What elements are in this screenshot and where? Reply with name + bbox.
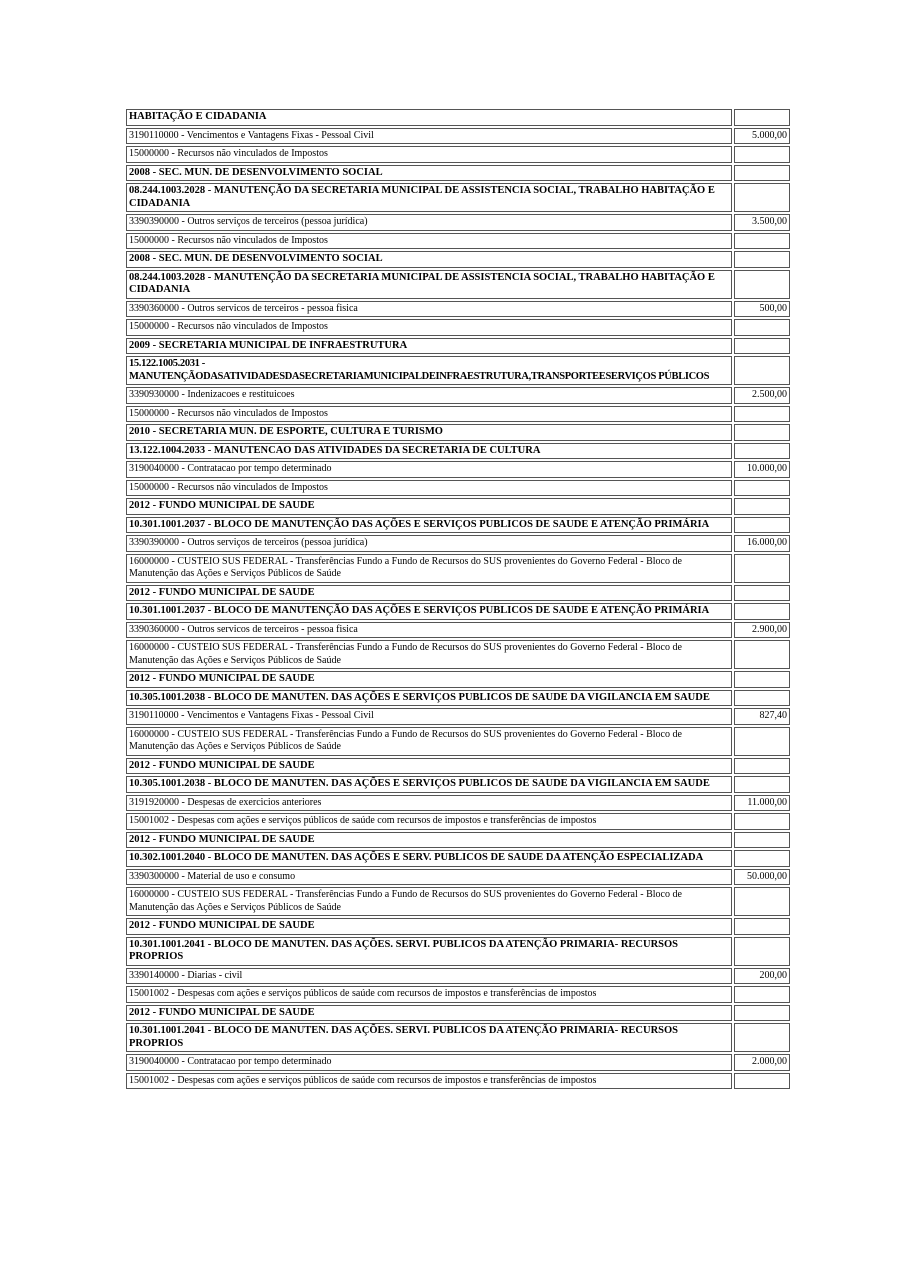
row-value <box>734 480 790 497</box>
table-row-item <box>126 869 790 886</box>
row-value <box>734 585 790 602</box>
row-value <box>734 986 790 1003</box>
table-row-heading <box>126 690 790 707</box>
row-description: 10.301.1001.2037 - BLOCO DE MANUTENÇÃO DAS AÇÕES E SERVIÇOS PUBLICOS DE SAUDE E ATENÇÃO PRIMÁRIA <box>126 603 732 620</box>
row-description: 3190040000 - Contratacao por tempo determinado <box>126 1054 732 1071</box>
row-description: 3390390000 - Outros serviços de terceiros (pessoa jurídica) <box>126 535 732 552</box>
row-description: 2010 - SECRETARIA MUN. DE ESPORTE, CULTURA E TURISMO <box>126 424 732 441</box>
table-row-item <box>126 233 790 250</box>
row-description: 3390390000 - Outros serviços de terceiros (pessoa jurídica) <box>126 214 732 231</box>
table-row-item <box>126 813 790 830</box>
table-row-item <box>126 968 790 985</box>
row-value <box>734 1073 790 1090</box>
row-value <box>734 233 790 250</box>
table-row-heading <box>126 424 790 441</box>
row-value <box>734 338 790 355</box>
row-value: 200,00 <box>734 968 790 985</box>
table-row-item <box>126 708 790 725</box>
budget-allocation-table <box>124 107 792 1091</box>
row-description: 3390360000 - Outros servicos de terceiros - pessoa fisica <box>126 301 732 318</box>
table-row-heading <box>126 776 790 793</box>
row-description: 15000000 - Recursos não vinculados de Impostos <box>126 233 732 250</box>
row-description: 15000000 - Recursos não vinculados de Impostos <box>126 146 732 163</box>
table-row-heading <box>126 585 790 602</box>
row-value: 16.000,00 <box>734 535 790 552</box>
table-row-heading <box>126 1005 790 1022</box>
row-description: 16000000 - CUSTEIO SUS FEDERAL - Transferências Fundo a Fundo de Recursos do SUS provenientes do Governo Federal - Bloco de Manutenção das Ações e Serviços Públicos de Saúde <box>126 727 732 756</box>
row-value <box>734 554 790 583</box>
row-value <box>734 109 790 126</box>
table-row-heading <box>126 1023 790 1052</box>
row-description: 08.244.1003.2028 - MANUTENÇÃO DA SECRETARIA MUNICIPAL DE ASSISTENCIA SOCIAL, TRABALHO HABITAÇÃO E CIDADANIA <box>126 183 732 212</box>
table-row-item <box>126 214 790 231</box>
table-row-item <box>126 128 790 145</box>
row-description: 15001002 - Despesas com ações e serviços públicos de saúde com recursos de impostos e transferências de impostos <box>126 986 732 1003</box>
row-description: 08.244.1003.2028 - MANUTENÇÃO DA SECRETARIA MUNICIPAL DE ASSISTENCIA SOCIAL, TRABALHO HABITAÇÃO E CIDADANIA <box>126 270 732 299</box>
table-row-item <box>126 622 790 639</box>
table-row-item <box>126 887 790 916</box>
row-value: 50.000,00 <box>734 869 790 886</box>
row-description: 3390140000 - Diarias - civil <box>126 968 732 985</box>
row-description: 3390930000 - Indenizacoes e restituicoes <box>126 387 732 404</box>
row-value <box>734 690 790 707</box>
row-description: 3390300000 - Material de uso e consumo <box>126 869 732 886</box>
table-row-heading <box>126 338 790 355</box>
row-description: 2012 - FUNDO MUNICIPAL DE SAUDE <box>126 758 732 775</box>
row-description: 15001002 - Despesas com ações e serviços públicos de saúde com recursos de impostos e transferências de impostos <box>126 1073 732 1090</box>
table-row-heading <box>126 832 790 849</box>
row-value: 2.000,00 <box>734 1054 790 1071</box>
row-description: 2009 - SECRETARIA MUNICIPAL DE INFRAESTRUTURA <box>126 338 732 355</box>
row-description: 13.122.1004.2033 - MANUTENCAO DAS ATIVIDADES DA SECRETARIA DE CULTURA <box>126 443 732 460</box>
table-row-heading <box>126 671 790 688</box>
table-row-heading <box>126 850 790 867</box>
table-row-item <box>126 406 790 423</box>
row-value <box>734 813 790 830</box>
row-value <box>734 727 790 756</box>
row-description: 10.305.1001.2038 - BLOCO DE MANUTEN. DAS AÇÕES E SERVIÇOS PUBLICOS DE SAUDE DA VIGILANCIA EM SAUDE <box>126 690 732 707</box>
row-value <box>734 146 790 163</box>
table-row-item <box>126 387 790 404</box>
row-description: 15001002 - Despesas com ações e serviços públicos de saúde com recursos de impostos e transferências de impostos <box>126 813 732 830</box>
table-row-heading <box>126 109 790 126</box>
row-description: 10.301.1001.2041 - BLOCO DE MANUTEN. DAS AÇÕES. SERVI. PUBLICOS DA ATENÇÃO PRIMARIA- RECURSOS PROPRIOS <box>126 1023 732 1052</box>
row-value <box>734 270 790 299</box>
row-description: 15000000 - Recursos não vinculados de Impostos <box>126 480 732 497</box>
table-row-item <box>126 461 790 478</box>
row-value <box>734 603 790 620</box>
row-value: 2.500,00 <box>734 387 790 404</box>
row-value <box>734 1005 790 1022</box>
row-value <box>734 356 790 385</box>
table-row-item <box>126 795 790 812</box>
row-description: 2008 - SEC. MUN. DE DESENVOLVIMENTO SOCIAL <box>126 251 732 268</box>
table-row-heading <box>126 918 790 935</box>
row-value: 10.000,00 <box>734 461 790 478</box>
row-value <box>734 165 790 182</box>
table-row-heading <box>126 603 790 620</box>
table-row-item <box>126 146 790 163</box>
row-value <box>734 918 790 935</box>
row-value <box>734 251 790 268</box>
row-description: 3390360000 - Outros servicos de terceiros - pessoa fisica <box>126 622 732 639</box>
table-row-heading <box>126 270 790 299</box>
table-row-heading <box>126 937 790 966</box>
row-value <box>734 758 790 775</box>
row-description: 2012 - FUNDO MUNICIPAL DE SAUDE <box>126 832 732 849</box>
row-description: 10.301.1001.2041 - BLOCO DE MANUTEN. DAS AÇÕES. SERVI. PUBLICOS DA ATENÇÃO PRIMARIA- RECURSOS PROPRIOS <box>126 937 732 966</box>
row-value <box>734 937 790 966</box>
row-description: 2012 - FUNDO MUNICIPAL DE SAUDE <box>126 918 732 935</box>
row-value: 11.000,00 <box>734 795 790 812</box>
row-value <box>734 319 790 336</box>
row-value: 500,00 <box>734 301 790 318</box>
row-value <box>734 183 790 212</box>
row-description: 3190040000 - Contratacao por tempo determinado <box>126 461 732 478</box>
row-value: 5.000,00 <box>734 128 790 145</box>
row-description: 10.302.1001.2040 - BLOCO DE MANUTEN. DAS AÇÕES E SERV. PUBLICOS DE SAUDE DA ATENÇÃO ESPECIALIZADA <box>126 850 732 867</box>
row-value <box>734 671 790 688</box>
row-description: 3191920000 - Despesas de exercicios anteriores <box>126 795 732 812</box>
row-description: 16000000 - CUSTEIO SUS FEDERAL - Transferências Fundo a Fundo de Recursos do SUS provenientes do Governo Federal - Bloco de Manutenção das Ações e Serviços Públicos de Saúde <box>126 887 732 916</box>
row-value <box>734 887 790 916</box>
table-row-item <box>126 319 790 336</box>
row-value <box>734 776 790 793</box>
row-description: 2012 - FUNDO MUNICIPAL DE SAUDE <box>126 1005 732 1022</box>
row-description: 15000000 - Recursos não vinculados de Impostos <box>126 406 732 423</box>
table-row-heading <box>126 443 790 460</box>
row-description: 3190110000 - Vencimentos e Vantagens Fixas - Pessoal Civil <box>126 708 732 725</box>
table-row-heading <box>126 165 790 182</box>
table-row-item <box>126 301 790 318</box>
table-body <box>126 109 790 1089</box>
row-description: 3190110000 - Vencimentos e Vantagens Fixas - Pessoal Civil <box>126 128 732 145</box>
row-value <box>734 850 790 867</box>
row-value <box>734 640 790 669</box>
row-value <box>734 1023 790 1052</box>
table-row-heading <box>126 251 790 268</box>
row-value: 3.500,00 <box>734 214 790 231</box>
row-value <box>734 406 790 423</box>
row-description: 16000000 - CUSTEIO SUS FEDERAL - Transferências Fundo a Fundo de Recursos do SUS provenientes do Governo Federal - Bloco de Manutenção das Ações e Serviços Públicos de Saúde <box>126 640 732 669</box>
row-description: 10.305.1001.2038 - BLOCO DE MANUTEN. DAS AÇÕES E SERVIÇOS PUBLICOS DE SAUDE DA VIGILANCIA EM SAUDE <box>126 776 732 793</box>
row-value: 2.900,00 <box>734 622 790 639</box>
table-row-item <box>126 986 790 1003</box>
row-description: 2008 - SEC. MUN. DE DESENVOLVIMENTO SOCIAL <box>126 165 732 182</box>
row-description: 15000000 - Recursos não vinculados de Impostos <box>126 319 732 336</box>
table-row-item <box>126 1073 790 1090</box>
table-row-heading <box>126 758 790 775</box>
table-row-item <box>126 727 790 756</box>
table-row-item <box>126 1054 790 1071</box>
row-description: 2012 - FUNDO MUNICIPAL DE SAUDE <box>126 498 732 515</box>
row-value <box>734 517 790 534</box>
table-row-heading <box>126 356 790 385</box>
row-description: 2012 - FUNDO MUNICIPAL DE SAUDE <box>126 585 732 602</box>
row-value <box>734 443 790 460</box>
table-row-item <box>126 480 790 497</box>
row-description: 2012 - FUNDO MUNICIPAL DE SAUDE <box>126 671 732 688</box>
row-value <box>734 498 790 515</box>
row-description: 10.301.1001.2037 - BLOCO DE MANUTENÇÃO DAS AÇÕES E SERVIÇOS PUBLICOS DE SAUDE E ATENÇÃO PRIMÁRIA <box>126 517 732 534</box>
row-value <box>734 832 790 849</box>
table-row-item <box>126 535 790 552</box>
row-description: 15.122.1005.2031 - MANUTENÇÃODASATIVIDADESDASECRETARIAMUNICIPALDEINFRAESTRUTURA,TRANSPORTEESERVIÇOS PÚBLICOS <box>126 356 732 385</box>
row-description: 16000000 - CUSTEIO SUS FEDERAL - Transferências Fundo a Fundo de Recursos do SUS provenientes do Governo Federal - Bloco de Manutenção das Ações e Serviços Públicos de Saúde <box>126 554 732 583</box>
row-description: HABITAÇÃO E CIDADANIA <box>126 109 732 126</box>
table-row-heading <box>126 517 790 534</box>
row-value <box>734 424 790 441</box>
table-row-heading <box>126 498 790 515</box>
table-row-item <box>126 554 790 583</box>
row-value: 827,40 <box>734 708 790 725</box>
table-row-heading <box>126 183 790 212</box>
table-row-item <box>126 640 790 669</box>
